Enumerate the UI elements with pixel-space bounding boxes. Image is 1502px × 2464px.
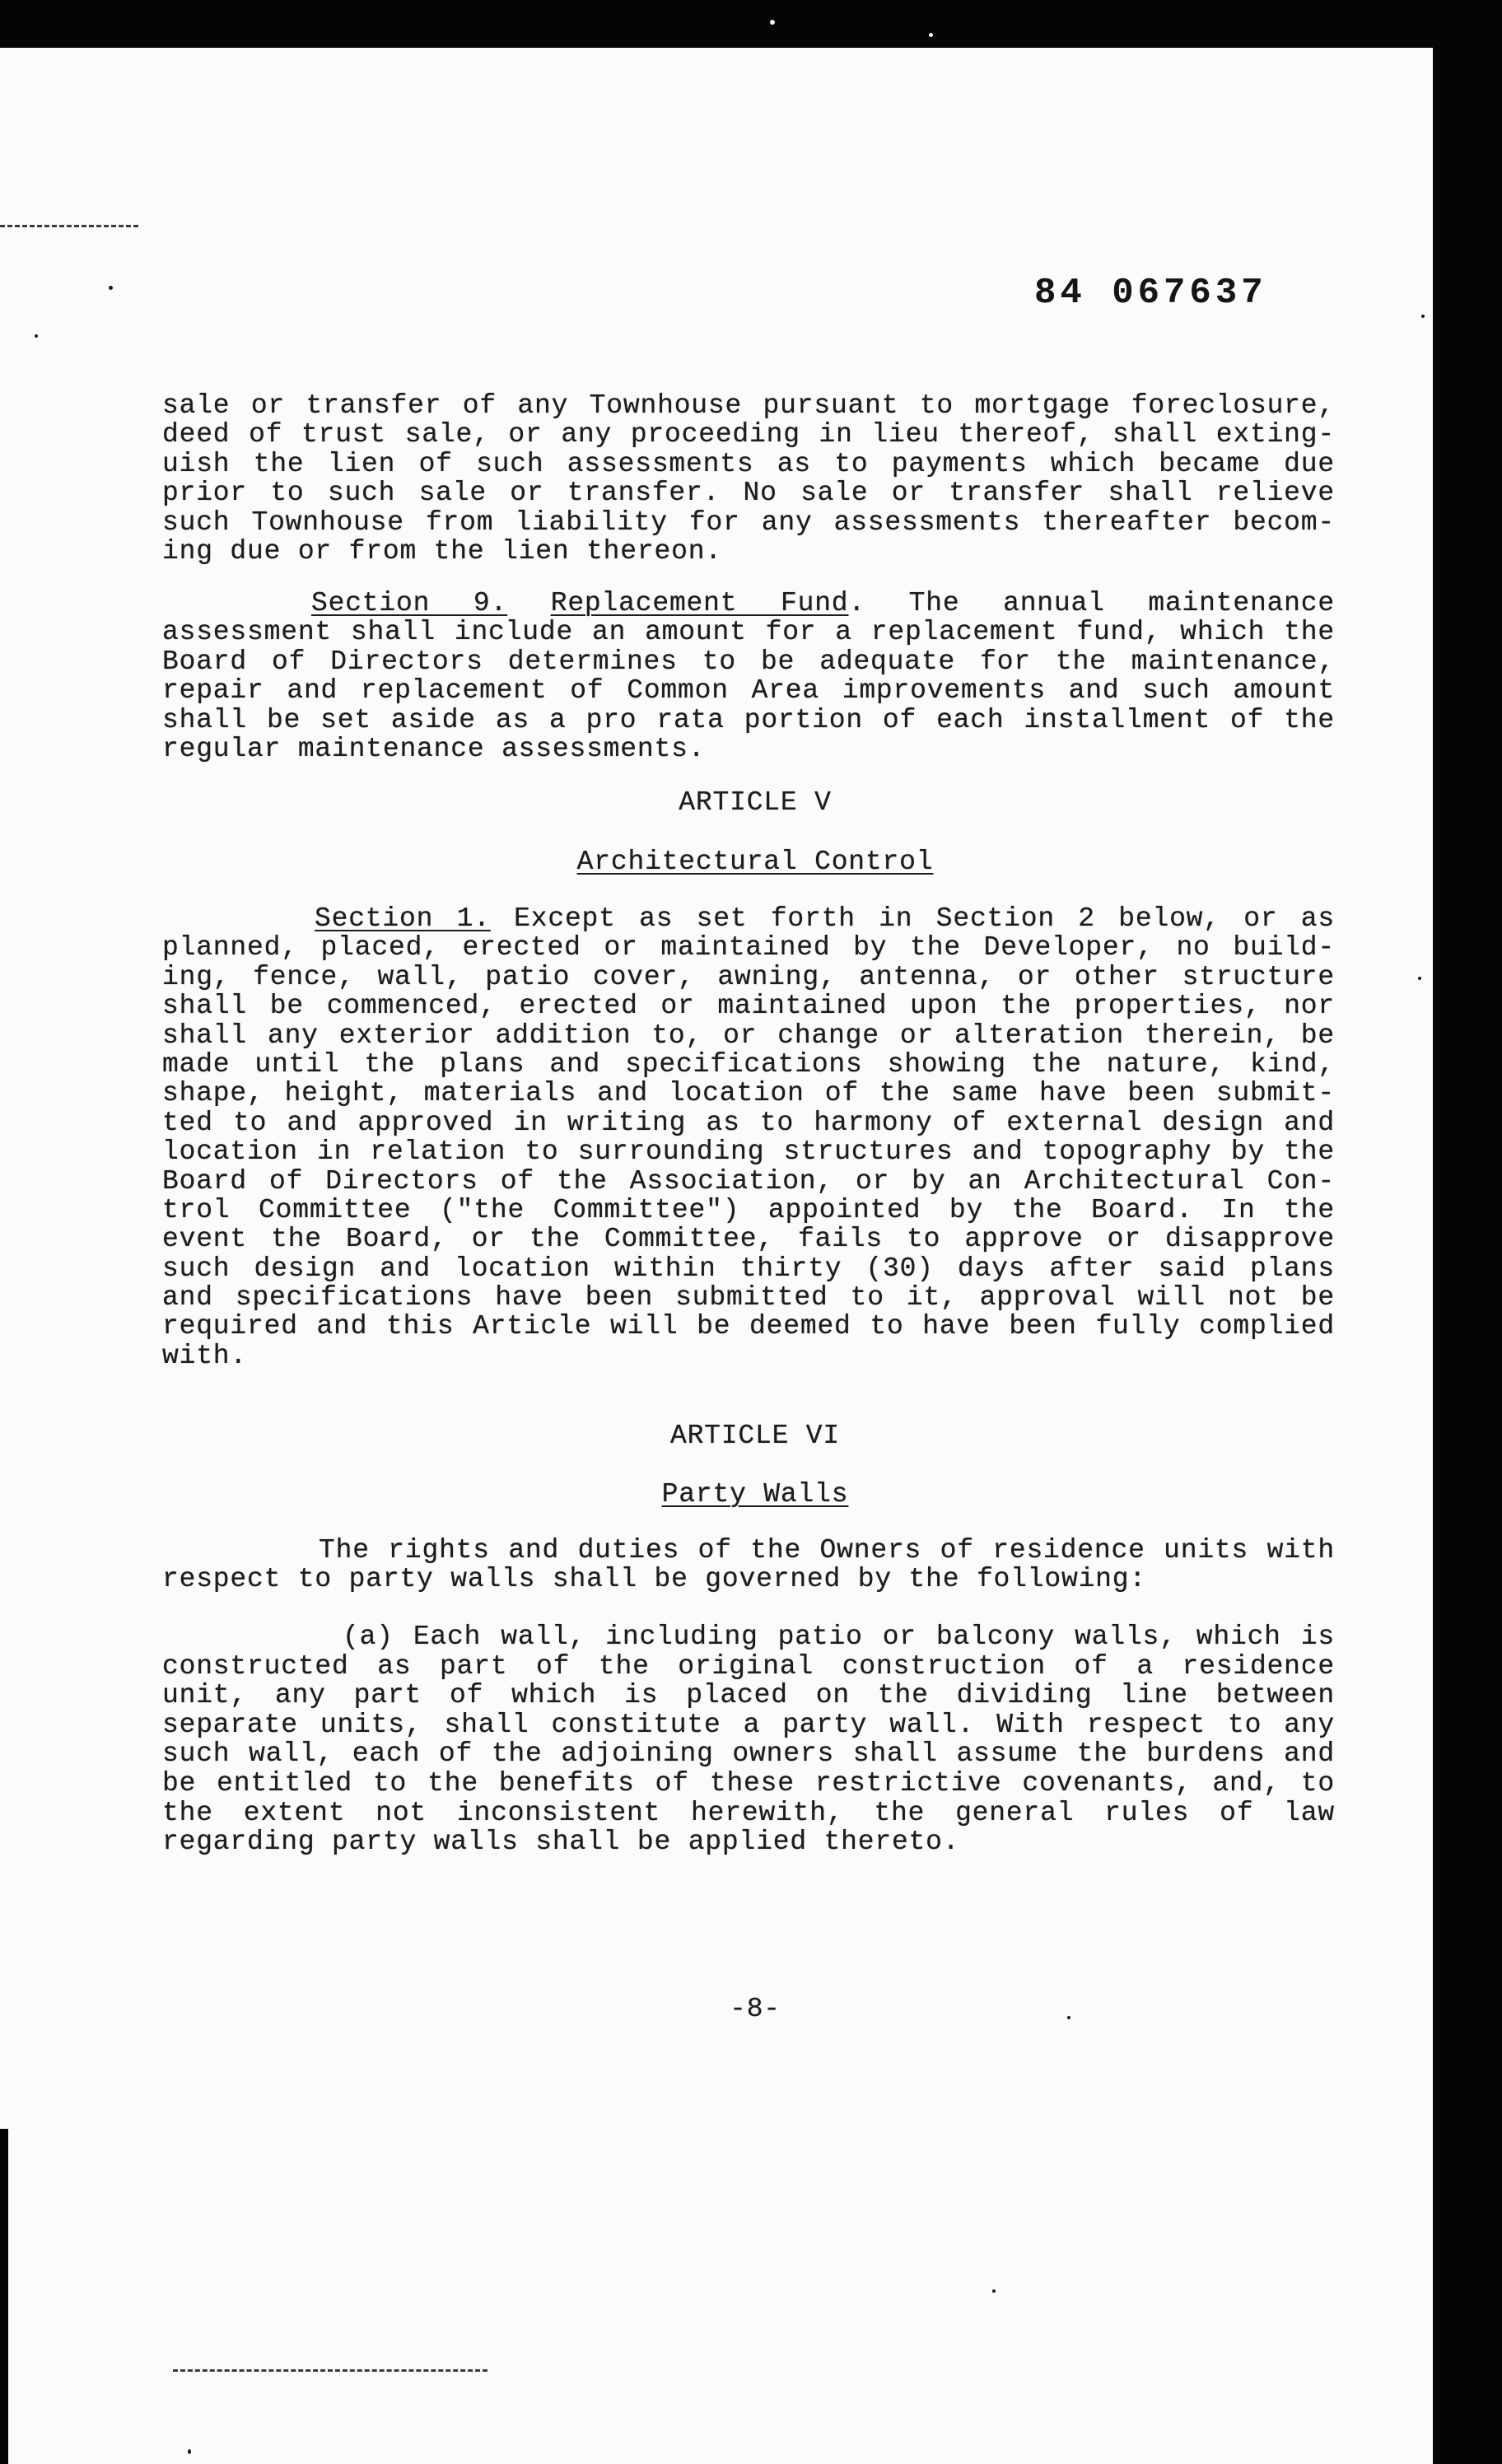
scan-speck bbox=[770, 20, 775, 25]
scan-speck bbox=[188, 2449, 191, 2454]
article-title bbox=[169, 1480, 1341, 1510]
text-line: ing, fence, wall, patio cover, awning, antenna, or other structure bbox=[162, 961, 1335, 992]
article-title-text: Party Walls bbox=[661, 1479, 849, 1510]
text-line: Board of Directors determines to be adequate for the maintenance, bbox=[162, 646, 1335, 677]
text-line: prior to such sale or transfer. No sale or transfer shall relieve bbox=[162, 478, 1335, 509]
scan-artifact-line bbox=[0, 225, 138, 227]
text-line: unit, any part of which is placed on the dividing line between bbox=[162, 1680, 1335, 1711]
section-label: Section 1. bbox=[315, 903, 491, 934]
text-line: regular maintenance assessments. bbox=[162, 733, 706, 764]
text-line: ing due or from the lien thereon. bbox=[162, 535, 722, 567]
scan-speck bbox=[35, 334, 38, 338]
section-title: Replacement Fund bbox=[550, 588, 849, 618]
text-line: repair and replacement of Common Area improvements and such amount bbox=[162, 675, 1335, 707]
text-line: shall be set aside as a pro rata portion of each installment of the bbox=[162, 704, 1335, 735]
text-line: trol Committee ("the Committee") appointed by the Board. In the bbox=[162, 1194, 1335, 1225]
text-line: The rights and duties of the Owners of residence units with bbox=[319, 1535, 1335, 1566]
text-line: (a) Each wall, including patio or balcony walls, which is bbox=[343, 1622, 1335, 1652]
text-line: and specifications have been submitted to it, approval will not be bbox=[162, 1282, 1335, 1314]
text-line: such wall, each of the adjoining owners shall assume the burdens and bbox=[162, 1738, 1335, 1770]
scan-speck bbox=[1418, 977, 1421, 980]
scan-border-right bbox=[1433, 0, 1502, 2464]
scan-speck bbox=[1421, 315, 1425, 318]
text-line bbox=[162, 589, 1335, 618]
text-line: assessment shall include an amount for a replacement fund, which the bbox=[162, 617, 1335, 648]
text-line: sale or transfer of any Townhouse pursuant to mortgage foreclosure, bbox=[162, 390, 1335, 421]
text-line: uish the lien of such assessments as to payments which became due bbox=[162, 448, 1335, 479]
text-line: shall be commenced, erected or maintained upon the properties, nor bbox=[162, 991, 1335, 1022]
text-line: regarding party walls shall be applied thereto. bbox=[162, 1827, 960, 1858]
text-line: ted to and approved in writing as to harmony of external design and bbox=[162, 1107, 1335, 1138]
scan-border-left bbox=[0, 2129, 8, 2464]
text-line: made until the plans and specifications showing the nature, kind, bbox=[162, 1048, 1335, 1080]
text-line: constructed as part of the original construction of a residence bbox=[162, 1650, 1335, 1682]
scan-speck bbox=[929, 33, 933, 37]
scan-border-top bbox=[0, 0, 1502, 48]
text-line: event the Board, or the Committee, fails to approve or disapprove bbox=[162, 1224, 1335, 1255]
scan-artifact-line bbox=[173, 2369, 487, 2372]
text-run: Except as set forth in Section 2 below, or as bbox=[514, 903, 1335, 934]
text-line: such Townhouse from liability for any assessments thereafter becom- bbox=[162, 506, 1335, 538]
text-line: with. bbox=[162, 1340, 248, 1371]
text-line: planned, placed, erected or maintained by the Developer, no build- bbox=[162, 932, 1335, 964]
text-line: required and this Article will be deemed to have been fully complied bbox=[162, 1311, 1335, 1342]
paragraph-party-walls-intro bbox=[162, 1536, 1335, 1594]
scan-speck bbox=[109, 286, 113, 290]
article-title-text: Architectural Control bbox=[576, 847, 934, 877]
article-heading: ARTICLE VI bbox=[669, 1421, 841, 1451]
paragraph-party-walls-a bbox=[162, 1622, 1335, 1857]
text-line: location in relation to surrounding structures and topography by the bbox=[162, 1136, 1335, 1168]
text-line: such design and location within thirty (30) days after said plans bbox=[162, 1253, 1335, 1284]
article-title bbox=[169, 847, 1341, 877]
text-line: be entitled to the benefits of these restrictive covenants, and, to bbox=[162, 1767, 1335, 1799]
scan-speck bbox=[992, 2289, 996, 2293]
paragraph-continuation bbox=[162, 391, 1335, 566]
text-line: separate units, shall constitute a party wall. With respect to any bbox=[162, 1709, 1335, 1740]
text-line: the extent not inconsistent herewith, the general rules of law bbox=[162, 1797, 1335, 1828]
section-label: Section 9. bbox=[311, 588, 508, 618]
text-line: deed of trust sale, or any proceeding in lieu thereof, shall exting- bbox=[162, 419, 1335, 450]
document-number: 84 067637 bbox=[1034, 273, 1267, 314]
text-line bbox=[162, 904, 1335, 933]
text-run: . The annual maintenance bbox=[848, 588, 1335, 618]
text-line: shall any exterior addition to, or change or alteration therein, be bbox=[162, 1020, 1335, 1051]
text-line: shape, height, materials and location of the same have been submit- bbox=[162, 1078, 1335, 1109]
page-number: -8- bbox=[730, 1994, 781, 2024]
paragraph-section-9 bbox=[162, 589, 1335, 763]
paragraph-section-1 bbox=[162, 904, 1335, 1370]
text-line: Board of Directors of the Association, or by an Architectural Con- bbox=[162, 1165, 1335, 1197]
article-heading: ARTICLE V bbox=[679, 787, 832, 818]
text-line: respect to party walls shall be governed by the following: bbox=[162, 1564, 1146, 1595]
